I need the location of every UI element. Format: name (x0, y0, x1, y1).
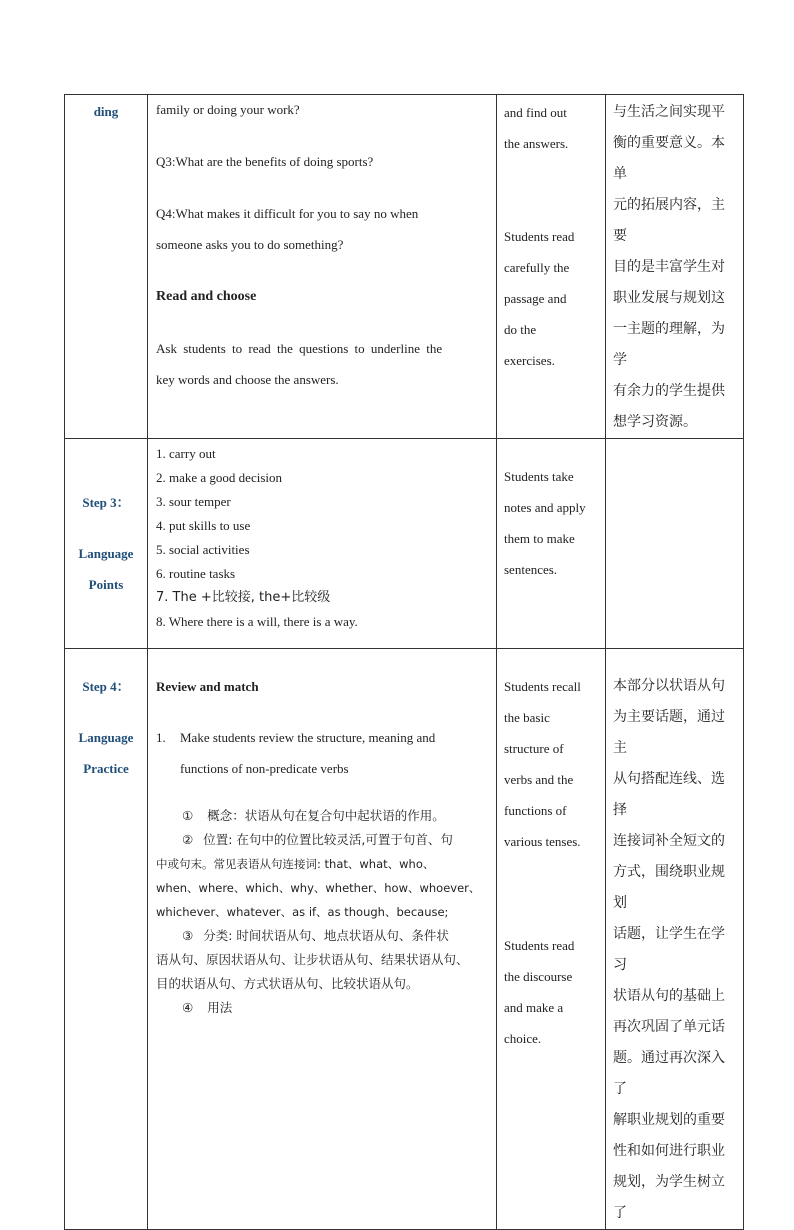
students-line: the basic (504, 710, 550, 725)
students-line: sentences. (504, 562, 558, 577)
students-line: verbs and the (504, 772, 574, 787)
students-line: passage and (504, 291, 567, 306)
circle-number: ① (182, 808, 194, 823)
students-line: them to make (504, 531, 575, 546)
list-item: 1. carry out (156, 446, 216, 461)
section-heading: Review and match (156, 679, 259, 694)
purpose-line: 与生活之间实现平 (613, 104, 725, 120)
step-cell (65, 439, 148, 649)
purpose-line: 解职业规划的重要 (613, 1112, 725, 1128)
table-row (65, 95, 744, 439)
purpose-line: 题。通过再次深入了 (613, 1050, 725, 1097)
purpose-line: 再次巩固了单元话 (613, 1019, 725, 1035)
students-line: the answers. (504, 136, 569, 151)
types-text: 语从句、原因状语从句、让步状语从句、结果状语从句、 (156, 952, 469, 967)
content-cell (148, 649, 497, 1230)
purpose-line: 状语从句的基础上 (613, 988, 725, 1004)
purpose-line: 连接词补全短文的 (613, 833, 725, 849)
students-line: the discourse (504, 969, 573, 984)
students-cell (497, 439, 606, 649)
purpose-line: 方式，围绕职业规划 (613, 864, 725, 911)
position-text: when、where、which、why、whether、how、whoever、 (156, 881, 481, 895)
students-cell (497, 649, 606, 1230)
position-text: 中或句末。常见表语从句连接词: that、what、who、 (156, 857, 435, 871)
list-item: 3. sour temper (156, 494, 231, 509)
content-cell (148, 439, 497, 649)
step-label: Points (88, 577, 124, 592)
purpose-line: 从句搭配连线、选择 (613, 771, 725, 818)
purpose-line: 话题，让学生在学习 (613, 926, 725, 973)
students-line: carefully the (504, 260, 570, 275)
section-heading: Read and choose (156, 289, 257, 304)
purpose-cell (606, 649, 744, 1230)
table-row (65, 439, 744, 649)
question-line: Q3:What are the benefits of doing sports? (156, 154, 374, 169)
purpose-line: 为主要话题，通过主 (613, 709, 725, 756)
purpose-line: 元的拓展内容，主要 (613, 197, 725, 244)
list-item: 6. routine tasks (156, 566, 236, 581)
step-label: Practice (83, 761, 129, 776)
list-item: 4. put skills to use (156, 518, 251, 533)
students-cell (497, 95, 606, 439)
students-line: Students read (504, 938, 575, 953)
students-line: exercises. (504, 353, 555, 368)
circle-number: ② (182, 832, 194, 847)
purpose-line: 想学习资源。 (613, 414, 697, 430)
lesson-plan-table (64, 94, 744, 1230)
concept-text: 概念：状语从句在复合句中起状语的作用。 (207, 808, 445, 823)
question-line: family or doing your work? (156, 102, 300, 117)
students-line: do the (504, 322, 537, 337)
purpose-cell (606, 439, 744, 649)
purpose-line: 本部分以状语从句 (613, 678, 725, 694)
body-line: Make students review the structure, meaning and (180, 730, 436, 745)
types-text: 目的状语从句、方式状语从句、比较状语从句。 (156, 976, 419, 991)
students-line: Students recall (504, 679, 581, 694)
students-line: and make a (504, 1000, 564, 1015)
usage-text: 用法 (207, 1000, 233, 1015)
question-line: Q4:What makes it difficult for you to say no when (156, 206, 419, 221)
body-line: Ask students to read the questions to underline the (156, 341, 443, 356)
types-text: 分类: 时间状语从句、地点状语从句、条件状 (203, 928, 449, 943)
purpose-line: 一主题的理解，为学 (613, 321, 725, 368)
purpose-line: 有余力的学生提供 (613, 383, 725, 399)
students-line: and find out (504, 105, 567, 120)
purpose-line: 规划，为学生树立了 (613, 1174, 725, 1221)
purpose-line: 目的是丰富学生对 (613, 259, 725, 275)
students-line: notes and apply (504, 500, 586, 515)
item-number: 1. (156, 730, 166, 745)
students-line: Students take (504, 469, 574, 484)
step-label: Language (78, 730, 134, 745)
body-line: key words and choose the answers. (156, 372, 339, 387)
step-label: Step 3： (82, 495, 130, 510)
purpose-cell (606, 95, 744, 439)
students-line: Students read (504, 229, 575, 244)
purpose-line: 职业发展与规划这 (613, 290, 725, 306)
list-item: 7. The +比较接, the+比较级 (156, 590, 331, 605)
position-text: whichever、whatever、as if、as though、because; (156, 905, 449, 919)
body-line: functions of non-predicate verbs (180, 761, 349, 776)
table-row (65, 649, 744, 1230)
step-cell (65, 649, 148, 1230)
step-label: Step 4： (82, 679, 130, 694)
purpose-line: 性和如何进行职业 (613, 1143, 725, 1159)
list-item: 8. Where there is a will, there is a way. (156, 614, 358, 629)
list-item: 5. social activities (156, 542, 250, 557)
students-line: various tenses. (504, 834, 581, 849)
purpose-line: 衡的重要意义。本单 (613, 135, 725, 182)
students-line: functions of (504, 803, 567, 818)
content-cell (148, 95, 497, 439)
step-label: Language (78, 546, 134, 561)
list-item: 2. make a good decision (156, 470, 282, 485)
position-text: 位置: 在句中的位置比较灵活,可置于句首、句 (203, 832, 453, 847)
circle-number: ③ (182, 928, 194, 943)
step-label: ding (93, 104, 119, 119)
step-cell (65, 95, 148, 439)
students-line: choice. (504, 1031, 542, 1046)
students-line: structure of (504, 741, 564, 756)
question-line: someone asks you to do something? (156, 237, 344, 252)
circle-number: ④ (182, 1000, 194, 1015)
